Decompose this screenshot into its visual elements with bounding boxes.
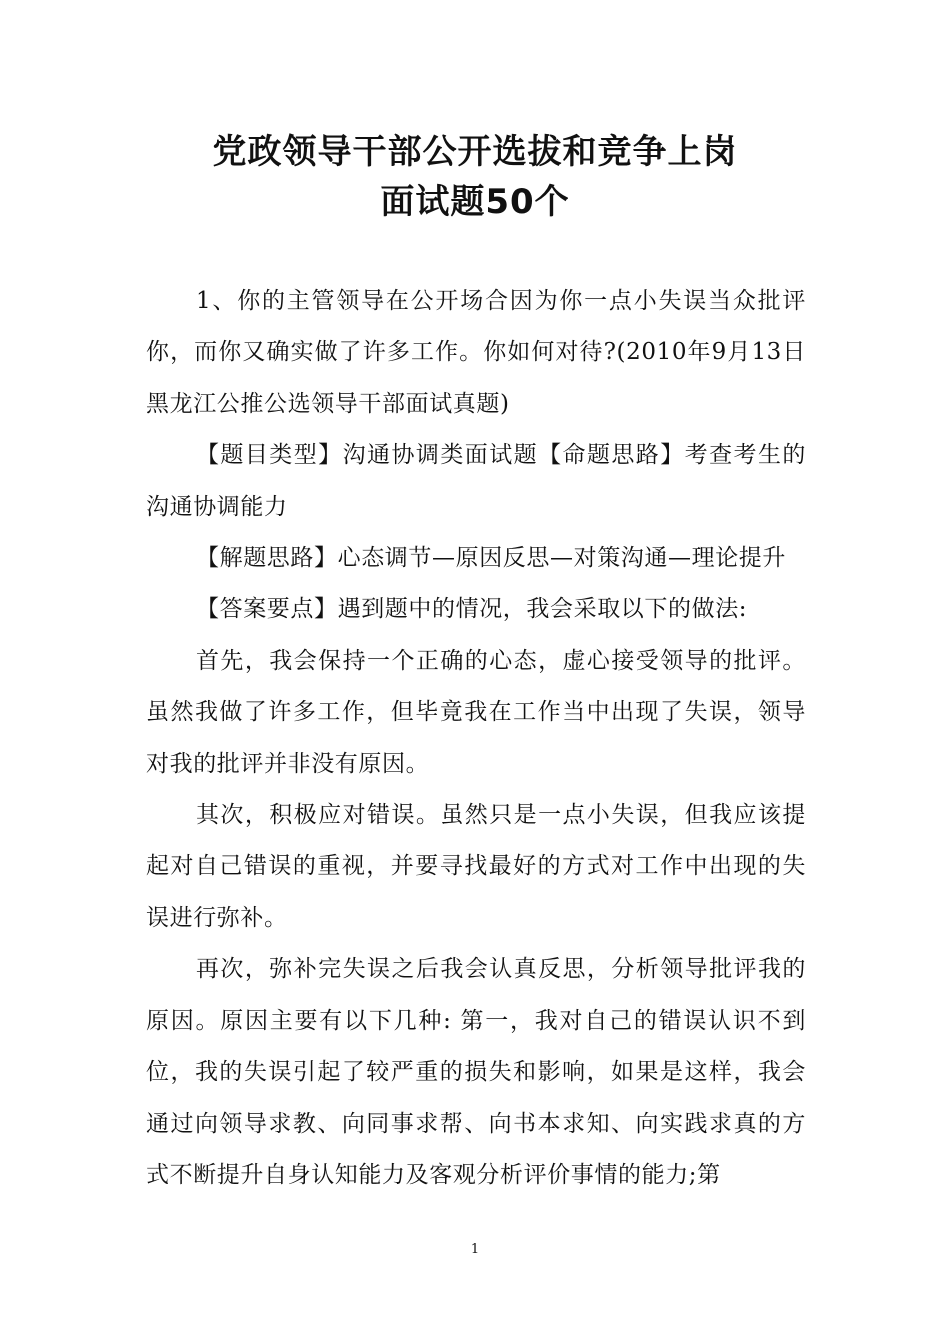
paragraph-second: 其次，积极应对错误。虽然只是一点小失误，但我应该提起对自己错误的重视，并要寻找最好的方式对工作中出现的失误进行弥补。: [146, 802, 806, 931]
document-title-line-2: 面试题50个: [380, 182, 570, 222]
paragraph-question: 1、你的主管领导在公开场合因为你一点小失误当众批评你，而你又确实做了许多工作。你如何对待?(2010年9月13日黑龙江公推公选领导干部面试真题): [146, 288, 806, 417]
paragraph-third: 再次，弥补完失误之后我会认真反思，分析领导批评我的原因。原因主要有以下几种: 第一，我对自己的错误认识不到位，我的失误引起了较严重的损失和影响，如果是这样，我会通过向领导求教、向同事求帮、向书本求知、向实践求真的方式不断提升自身认知能力及客观分析评价事情的能力;第: [146, 956, 806, 1188]
paragraph-answer-points: 【答案要点】遇到题中的情况，我会采取以下的做法:: [196, 596, 748, 623]
paragraph-question-type: 【题目类型】沟通协调类面试题【命题思路】考查考生的沟通协调能力: [146, 442, 806, 520]
page-number: 1: [470, 1242, 480, 1257]
document-body: [146, 276, 806, 1201]
paragraph-solution-approach: 【解题思路】心态调节—原因反思—对策沟通—理论提升: [196, 545, 786, 572]
paragraph-first: 首先，我会保持一个正确的心态，虚心接受领导的批评。虽然我做了许多工作，但毕竟我在工作当中出现了失误，领导对我的批评并非没有原因。: [146, 647, 806, 777]
document-title-line-1: 党政领导干部公开选拔和竞争上岗: [212, 132, 738, 172]
